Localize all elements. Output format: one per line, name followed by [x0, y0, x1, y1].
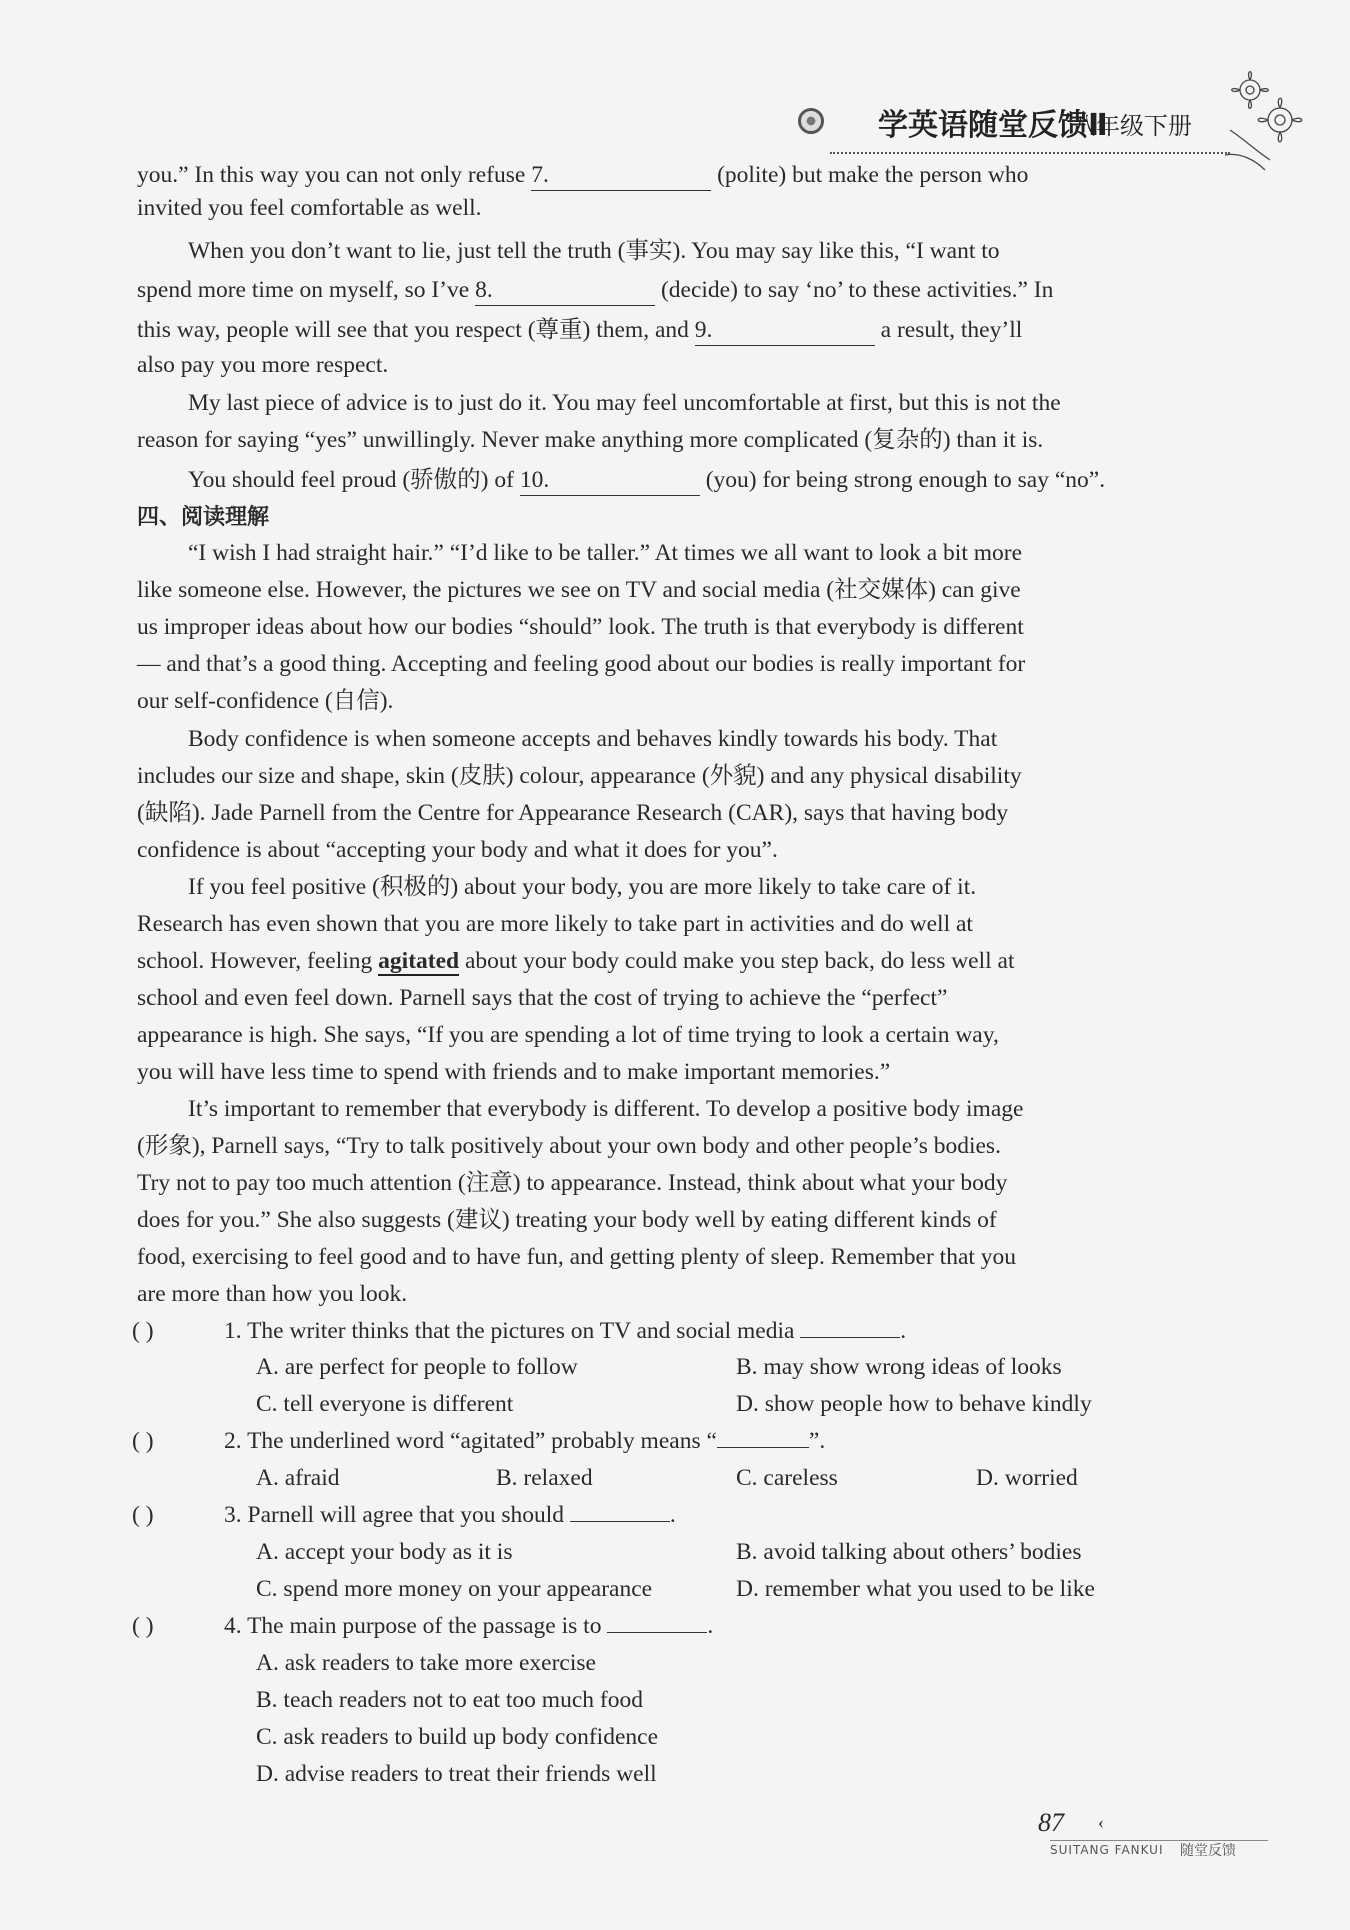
answer-blank	[800, 1337, 900, 1338]
option-b[interactable]: B. avoid talking about others’ bodies	[736, 1539, 1082, 1565]
text: ”.	[808, 1428, 826, 1454]
question-stem: 3. Parnell will agree that you should	[224, 1502, 570, 1528]
footer-brand: SUITANG FANKUI	[1050, 1843, 1164, 1857]
option-a[interactable]: A. accept your body as it is	[256, 1539, 513, 1565]
cloze-line: invited you feel comfortable as well.	[137, 195, 482, 221]
header-divider	[830, 152, 1230, 154]
footer-brand-cn: 随堂反馈	[1180, 1843, 1236, 1859]
option-d[interactable]: D. worried	[976, 1465, 1078, 1491]
text: (polite) but make the person who	[711, 162, 1029, 188]
question-stem: 1. The writer thinks that the pictures on TV and social media	[224, 1318, 801, 1344]
answer-blank	[570, 1521, 670, 1522]
logo-icon	[798, 108, 824, 134]
text: .	[669, 1502, 676, 1528]
passage-line: (缺陷). Jade Parnell from the Centre for Appearance Research (CAR), says that having body	[137, 800, 1009, 826]
blank-10[interactable]: 10.	[520, 465, 700, 496]
text: .	[900, 1318, 907, 1344]
option-c[interactable]: C. tell everyone is different	[256, 1391, 514, 1417]
option-d[interactable]: D. advise readers to treat their friends well	[256, 1761, 657, 1787]
passage-line: includes our size and shape, skin (皮肤) colour, appearance (外貌) and any physical disability	[137, 763, 1022, 789]
text: .	[707, 1613, 714, 1639]
option-c[interactable]: C. spend more money on your appearance	[256, 1576, 653, 1602]
blank-7[interactable]: 7.	[531, 160, 711, 191]
passage-line: It’s important to remember that everybody is different. To develop a positive body image	[188, 1096, 1024, 1122]
passage-line: us improper ideas about how our bodies “should” look. The truth is that everybody is different	[137, 614, 1024, 640]
passage-line: our self-confidence (自信).	[137, 688, 394, 714]
answer-bracket[interactable]: ( )	[132, 1502, 154, 1528]
option-c[interactable]: C. ask readers to build up body confidence	[256, 1724, 659, 1750]
passage-line: confidence is about “accepting your body and what it does for you”.	[137, 837, 778, 863]
cloze-line	[137, 160, 1237, 191]
cloze-line	[137, 315, 1237, 346]
passage-line: appearance is high. She says, “If you are spending a lot of time trying to look a certain way,	[137, 1022, 999, 1048]
answer-blank	[717, 1447, 809, 1448]
text: a result, they’ll	[874, 317, 1023, 343]
passage-line: If you feel positive (积极的) about your body, you are more likely to take care of it.	[188, 874, 977, 900]
passage-line: you will have less time to spend with friends and to make important memories.”	[137, 1059, 891, 1085]
text: (decide) to say ‘no’ to these activities.” In	[655, 277, 1054, 303]
option-b[interactable]: B. relaxed	[496, 1465, 593, 1491]
blank-9[interactable]: 9.	[695, 315, 875, 346]
question-2	[132, 1426, 825, 1456]
question-4	[132, 1611, 713, 1641]
passage-line: like someone else. However, the pictures we see on TV and social media (社交媒体) can give	[137, 577, 1021, 603]
option-a[interactable]: A. afraid	[256, 1465, 340, 1491]
answer-blank	[607, 1632, 707, 1633]
passage-line: Research has even shown that you are more likely to take part in activities and do well at	[137, 911, 973, 937]
text: spend more time on myself, so I’ve	[137, 277, 476, 303]
text: about your body could make you step back, do less well at	[459, 948, 1015, 974]
passage-line: Body confidence is when someone accepts and behaves kindly towards his body. That	[188, 726, 998, 752]
text: this way, people will see that you respect (尊重) them, and	[137, 317, 695, 343]
cloze-line	[188, 465, 1288, 496]
option-d[interactable]: D. remember what you used to be like	[736, 1576, 1095, 1602]
passage-line: are more than how you look.	[137, 1281, 408, 1307]
passage-line: (形象), Parnell says, “Try to talk positively about your own body and other people’s bodies.	[137, 1133, 1001, 1159]
option-b[interactable]: B. may show wrong ideas of looks	[736, 1354, 1062, 1380]
cloze-line: My last piece of advice is to just do it. You may feel uncomfortable at first, but this is not the	[188, 390, 1061, 416]
passage-line: “I wish I had straight hair.” “I’d like to be taller.” At times we all want to look a bit more	[188, 540, 1023, 566]
cloze-line	[137, 275, 1237, 306]
question-stem: 2. The underlined word “agitated” probably means “	[224, 1428, 717, 1454]
question-3	[132, 1500, 676, 1530]
cloze-line: also pay you more respect.	[137, 352, 389, 378]
option-a[interactable]: A. ask readers to take more exercise	[256, 1650, 596, 1676]
text: You should feel proud (骄傲的) of	[188, 467, 520, 493]
passage-line: — and that’s a good thing. Accepting and feeling good about our bodies is really important for	[137, 651, 1026, 677]
passage-line: school and even feel down. Parnell says that the cost of trying to achieve the “perfect”	[137, 985, 948, 1011]
page-header	[790, 92, 1230, 162]
option-d[interactable]: D. show people how to behave kindly	[736, 1391, 1092, 1417]
cloze-line: reason for saying “yes” unwillingly. Never make anything more complicated (复杂的) than it is.	[137, 427, 1044, 453]
text: (you) for being strong enough to say “no”.	[699, 467, 1106, 493]
blank-8[interactable]: 8.	[475, 275, 655, 306]
grade-label: 八年级下册	[1072, 112, 1192, 140]
series-title: 学英语随堂反馈Ⅱ	[878, 108, 1108, 143]
text: you.” In this way you can not only refuse	[137, 162, 532, 188]
passage-line	[137, 946, 1237, 976]
underlined-word: agitated	[378, 948, 460, 974]
question-stem: 4. The main purpose of the passage is to	[224, 1613, 608, 1639]
passage-line: Try not to pay too much attention (注意) to appearance. Instead, think about what your body	[137, 1170, 1008, 1196]
answer-bracket[interactable]: ( )	[132, 1428, 154, 1454]
section-title: 四、阅读理解	[137, 505, 270, 530]
page-number: 87	[1038, 1808, 1064, 1837]
question-1	[132, 1316, 906, 1346]
answer-bracket[interactable]: ( )	[132, 1318, 154, 1344]
passage-line: does for you.” She also suggests (建议) treating your body well by eating different kinds of	[137, 1207, 997, 1233]
answer-bracket[interactable]: ( )	[132, 1613, 154, 1639]
passage-line: food, exercising to feel good and to have fun, and getting plenty of sleep. Remember that you	[137, 1244, 1017, 1270]
arrow-icon: ‹	[1098, 1812, 1104, 1832]
option-a[interactable]: A. are perfect for people to follow	[256, 1354, 578, 1380]
cloze-line: When you don’t want to lie, just tell the truth (事实). You may say like this, “I want to	[188, 238, 1000, 264]
option-c[interactable]: C. careless	[736, 1465, 838, 1491]
text: school. However, feeling	[137, 948, 379, 974]
option-b[interactable]: B. teach readers not to eat too much food	[256, 1687, 643, 1713]
